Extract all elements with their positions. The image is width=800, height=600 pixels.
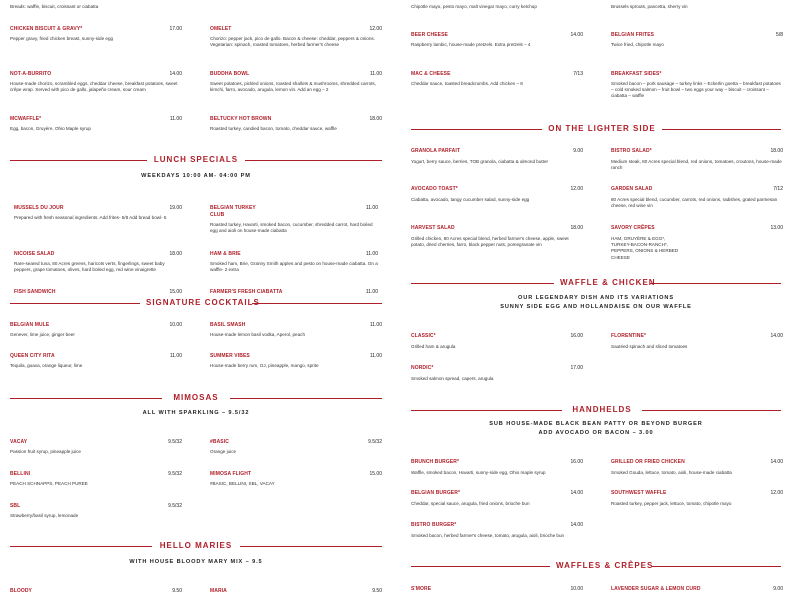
item-price: 18.00 — [169, 251, 182, 257]
item-desc: Twice fried, chipotle mayo — [611, 42, 664, 47]
item-name: GARDEN SALAD — [611, 186, 653, 192]
item-desc: Grilled ham & arugula — [411, 344, 456, 349]
item-price: 14.00 — [570, 32, 583, 38]
item-name: HARVEST SALAD — [411, 225, 455, 231]
item-desc: Yogurt, berry sauce, berries, TOB granola, ciabatta & almond butter — [411, 159, 549, 164]
item-name: BELGIAN MULE — [10, 322, 50, 328]
item-desc: #BASIC, BELLINI, SBL, VACAY — [210, 481, 275, 486]
menu-item-bloody — [10, 588, 182, 596]
item-price: 9.50 — [172, 588, 182, 594]
menu-item-smore — [411, 586, 583, 594]
item-price: 11.00 — [369, 353, 382, 359]
mimosas-title: MIMOSAS — [162, 393, 230, 402]
lunch-specials-title: LUNCH SPECIALS — [147, 155, 245, 164]
waffles-crepes-title: WAFFLES & CRÊPES — [550, 561, 652, 570]
menu-item-fish-sandwich — [14, 289, 182, 297]
item-desc: Roasted turkey, Havarti, smoked bacon, cucumber, shredded carrot, hard boiled egg and aioli on house-made ciabatta — [210, 222, 373, 234]
item-name: SOUTHWEST WAFFLE — [611, 490, 667, 496]
item-price: 11.00 — [169, 353, 182, 359]
item-name: BISTRO SALAD* — [611, 148, 652, 154]
menu-item-garden-salad — [611, 186, 783, 212]
item-price: 18.00 — [770, 148, 783, 154]
item-name: MIMOSA FLIGHT — [210, 471, 252, 477]
item-name: BISTRO BURGER* — [411, 522, 457, 528]
item-price: 9.5/32 — [368, 439, 382, 445]
item-desc: Egg, bacon, Gruyère, Ohio Maple syrup — [10, 126, 91, 131]
item-desc: Smoked ham, Brie, Granny Smith apples and pesto on house-made ciabatta. On a waffle- 2 extra — [210, 261, 378, 273]
sauces-note: Chipotle mayo, pesto mayo, malt vinegar mayo, curry ketchup — [411, 4, 537, 9]
menu-item-queen-city-rita — [10, 353, 182, 371]
handhelds-title: HANDHELDS — [562, 405, 642, 414]
menu-item-mac-cheese — [411, 71, 583, 93]
menu-item-breakfast-sides — [611, 71, 783, 103]
item-price: 9.5/32 — [168, 471, 182, 477]
menu-item-belgian-burger — [411, 490, 583, 510]
menu-item-sbl — [10, 503, 182, 521]
item-name: MUSSELS DU JOUR — [14, 205, 64, 211]
brussels-note: Brussels sprouts, pancetta, sherry vin — [611, 4, 688, 9]
item-name: MAC & CHEESE — [411, 71, 451, 77]
item-desc: Grilled chicken, 80 Acres special blend, herbed farmer's cheese, apple, sweet potato, dried cherries, farro, black pepper nuts, pomegranate vin — [411, 236, 569, 248]
item-desc: 80 Acres special blend, cucumber, carrots, red onions, radishes, grated parmesan cheese, red wine vin — [611, 197, 778, 209]
item-price: 16.00 — [570, 333, 583, 339]
item-name: BUDDHA BOWL — [210, 71, 250, 77]
menu-item-farmers-ciabatta — [210, 289, 378, 297]
menu-item-lavender-sugar — [611, 586, 783, 594]
item-desc: HAM, GRUYÈRE & EGG*, TURKEY-BACON-RANCH*, PEPPERS, ONIONS & HERBED CHEESE — [611, 236, 679, 260]
menu-item-belgian-turkey-club — [210, 205, 378, 243]
item-desc: Cheddar, special sauce, arugula, fried onions, brioche bun — [411, 501, 530, 506]
item-name: BELGIAN TURKEY CLUB — [210, 205, 256, 218]
item-name: NICOISE SALAD — [14, 251, 55, 257]
item-price: 11.00 — [369, 71, 382, 77]
item-name: NOT-A-BURRITO — [10, 71, 52, 77]
item-price: 11.00 — [369, 322, 382, 328]
menu-item-maria — [210, 588, 382, 596]
item-name: BELTUCKY HOT BROWN — [210, 116, 272, 122]
item-desc: Smoked salmon spread, capers, arugula — [411, 376, 494, 381]
item-desc: Rare-seared tuna, 80 Acres greens, haricots verts, fingerlings, sweet baby peppers, grape tomatoes, olives, hard boiled egg, red wine vinaigrette — [14, 261, 165, 273]
item-price: 14.00 — [570, 522, 583, 528]
menu-item-basil-smash — [210, 322, 382, 340]
menu-item-harvest-salad — [411, 225, 583, 253]
item-desc: Waffle, smoked bacon, Havarti, sunny-side egg, Ohio maple syrup — [411, 470, 546, 475]
item-price: 14.00 — [770, 459, 783, 465]
item-price: 9.00 — [773, 586, 783, 592]
item-name: MCWAFFLE* — [10, 116, 42, 122]
hello-maries-title: HELLO MARIES — [152, 541, 240, 550]
item-name: SAVORY CRÊPES — [611, 225, 655, 231]
item-name: VACAY — [10, 439, 28, 445]
item-name: FARMER'S FRESH CIABATTA — [210, 289, 283, 295]
item-price: 14.00 — [570, 490, 583, 496]
signature-cocktails-title: SIGNATURE COCKTAILS — [140, 298, 252, 307]
item-price: 15.00 — [369, 471, 382, 477]
item-name: BLOODY — [10, 588, 32, 594]
menu-item-omelet — [210, 26, 382, 60]
menu-item-mcwaffle — [10, 116, 182, 136]
item-desc: Medium steak, 80 Acres special blend, red onions, tomatoes, croutons, house-made ranch — [611, 159, 782, 171]
item-name: CHICKEN BISCUIT & GRAVY* — [10, 26, 83, 32]
waffle-chicken-title: WAFFLE & CHICKEN — [554, 278, 650, 287]
mimosas-subtitle: ALL WITH SPARKLING – 9.5/32 — [142, 410, 250, 416]
item-price: 7/13 — [573, 71, 583, 77]
item-name: SBL — [10, 503, 21, 509]
item-name: #BASIC — [210, 439, 229, 445]
item-price: 11.00 — [365, 205, 378, 211]
item-name: HAM & BRIE — [210, 251, 241, 257]
item-price: 17.00 — [570, 365, 583, 371]
item-desc: Smoked bacon – pork sausage – turkey links – Eckerlin goetta – breakfast potatoes – cold smoked salmon – fruit bowl – two eggs your way – biscuit – croissant – ciabatta – waffle — [611, 81, 781, 99]
lighter-side-title: ON THE LIGHTER SIDE — [542, 124, 662, 133]
menu-item-beltucky-hot-brown — [210, 116, 382, 136]
handhelds-subtitle-2: ADD AVOCADO OR BACON – 3.00 — [538, 430, 654, 436]
item-name: GRILLED OR FRIED CHICKEN — [611, 459, 685, 465]
item-desc: Sautéed spinach and sliced tomatoes — [611, 344, 688, 349]
item-desc: Sweet potatoes, pickled onions, roasted shallots & mushrooms, shredded carrots, kimchi, farro, avocado, arugula, lemon vin. Add an egg – 2 — [210, 81, 376, 93]
menu-item-buddha-bowl — [210, 71, 382, 105]
menu-item-brunch-burger — [411, 459, 583, 479]
item-desc: House-made lemon basil vodka, Aperol, peach — [210, 332, 305, 337]
item-price: 11.00 — [169, 116, 182, 122]
item-name: NORDIC* — [411, 365, 434, 371]
item-name: LAVENDER SUGAR & LEMON CURD — [611, 586, 701, 592]
item-price: 9.50 — [372, 588, 382, 594]
item-desc: House-made chorizo, scrambled eggs, cheddar cheese, breakfast potatoes, sweet crêpe wrap. Served with pico de gallo, jalapeño cream, sour cream — [10, 81, 178, 93]
item-desc: Smoked Gouda, lettuce, tomato, aioli, house-made ciabatta — [611, 470, 732, 475]
item-name: BREAKFAST SIDES* — [611, 71, 662, 77]
item-name: MARIA — [210, 588, 227, 594]
menu-item-granola-parfait — [411, 148, 583, 168]
menu-item-nordic — [411, 365, 583, 385]
item-desc: Roasted turkey, candied bacon, tomato, cheddar sauce, waffle — [210, 126, 337, 131]
item-name: BEER CHEESE — [411, 32, 448, 38]
lunch-specials-hours: WEEKDAYS 10:00 AM- 04:00 PM — [141, 173, 251, 179]
item-price: 10.00 — [570, 586, 583, 592]
waffle-chicken-subtitle: OUR LEGENDARY DISH AND ITS VARIATIONS — [518, 295, 674, 301]
item-price: 9.5/32 — [168, 503, 182, 509]
menu-item-grilled-fried-chicken — [611, 459, 783, 479]
menu-item-southwest-waffle — [611, 490, 783, 510]
item-desc: Chorizo: pepper jack, pico de gallo. Bacon & cheese: cheddar, peppers & onions. Vegetarian: spinach, roasted tomatoes, herbed farmer's cheese — [210, 36, 375, 48]
item-price: 17.00 — [169, 26, 182, 32]
item-price: 12.00 — [369, 26, 382, 32]
menu-item-mussels — [14, 205, 182, 237]
menu-item-savory-crepes — [611, 225, 783, 260]
item-desc: Genever, lime juice, ginger beer — [10, 332, 75, 337]
item-desc: House-made berry rum, OJ, pineapple, mango, sprite — [210, 363, 319, 368]
item-price: 11.00 — [365, 289, 378, 295]
item-price: 19.00 — [169, 205, 182, 211]
menu-item-bistro-burger — [411, 522, 583, 542]
item-price: 12.00 — [770, 490, 783, 496]
item-name: FLORENTINE* — [611, 333, 646, 339]
menu-item-basic — [210, 439, 382, 457]
menu-item-florentine — [611, 333, 783, 353]
item-name: QUEEN CITY RITA — [10, 353, 55, 359]
item-name: BELGIAN BURGER* — [411, 490, 461, 496]
item-price: 9.00 — [573, 148, 583, 154]
item-price: 18.00 — [570, 225, 583, 231]
item-price: 18.00 — [369, 116, 382, 122]
item-price: 14.00 — [169, 71, 182, 77]
menu-item-chicken-biscuit — [10, 26, 182, 46]
item-price: 7/12 — [773, 186, 783, 192]
item-desc: Orange juice — [210, 449, 237, 454]
item-price: 13.00 — [770, 225, 783, 231]
item-price: 9.5/32 — [168, 439, 182, 445]
item-desc: Smoked bacon, herbed farmer's cheese, tomato, arugula, aioli, brioche bun — [411, 533, 565, 538]
item-name: AVOCADO TOAST* — [411, 186, 458, 192]
item-desc: Tequila, guava, orange liqueur, lime — [10, 363, 83, 368]
item-price: 10.00 — [169, 322, 182, 328]
item-desc: Pepper gravy, fried chicken breast, sunny-side egg — [10, 36, 114, 41]
menu-item-not-a-burrito — [10, 71, 182, 101]
item-desc: Passion fruit syrup, pineapple juice — [10, 449, 81, 454]
menu-item-classic — [411, 333, 583, 353]
menu-item-nicoise-salad — [14, 251, 182, 277]
menu-item-belgian-frites — [611, 32, 783, 50]
item-desc: Raspberry lambic, house-made pretzels. Extra pretzels – 4 — [411, 42, 531, 47]
item-price: 5/8 — [776, 32, 783, 38]
item-name: BASIL SMASH — [210, 322, 246, 328]
item-name: BRUNCH BURGER* — [411, 459, 460, 465]
handhelds-subtitle: SUB HOUSE-MADE BLACK BEAN PATTY OR BEYOND BURGER — [489, 421, 703, 427]
menu-item-avocado-toast — [411, 186, 583, 206]
menu-item-beer-cheese — [411, 32, 583, 54]
item-desc: Cheddar sauce, toasted breadcrumbs. Add chicken – 8 — [411, 81, 523, 86]
item-price: 14.00 — [770, 333, 783, 339]
item-desc: Roasted turkey, pepper jack, lettuce, tomato, chipotle mayo — [611, 501, 732, 506]
menu-item-summer-vibes — [210, 353, 382, 371]
item-desc: Prepared with fresh seasonal ingredients. Add frites- 5/8 Add bread bowl- 5 — [14, 215, 167, 220]
item-name: BELGIAN FRITES — [611, 32, 655, 38]
item-name: FISH SANDWICH — [14, 289, 56, 295]
breads-note: Breads: waffle, biscuit, croissant or ciabatta — [10, 4, 99, 9]
item-name: BELLINI — [10, 471, 31, 477]
menu-item-vacay — [10, 439, 182, 457]
item-name: SUMMER VIBES — [210, 353, 250, 359]
item-price: 11.00 — [365, 251, 378, 257]
menu-item-ham-brie — [210, 251, 378, 277]
item-desc: PEACH SCHNAPPS, PEACH PUREE — [10, 481, 88, 486]
item-price: 12.00 — [570, 186, 583, 192]
item-price: 15.00 — [169, 289, 182, 295]
menu-item-mimosa-flight — [210, 471, 382, 489]
item-name: S'MORE — [411, 586, 432, 592]
item-price: 16.00 — [570, 459, 583, 465]
waffle-chicken-subtitle-2: SUNNY SIDE EGG AND HOLLANDAISE ON OUR WAFFLE — [500, 304, 692, 310]
menu-item-bellini — [10, 471, 182, 489]
item-name: CLASSIC* — [411, 333, 436, 339]
menu-item-bistro-salad — [611, 148, 783, 174]
item-desc: Strawberry/basil syrup, lemonade — [10, 513, 79, 518]
item-name: OMELET — [210, 26, 232, 32]
menu-item-belgian-mule — [10, 322, 182, 340]
item-desc: Ciabatta, avocado, tangy cucumber salad, sunny-side egg — [411, 197, 530, 202]
hello-maries-subtitle: WITH HOUSE BLOODY MARY MIX – 9.5 — [129, 559, 263, 565]
item-name: GRANOLA PARFAIT — [411, 148, 460, 154]
